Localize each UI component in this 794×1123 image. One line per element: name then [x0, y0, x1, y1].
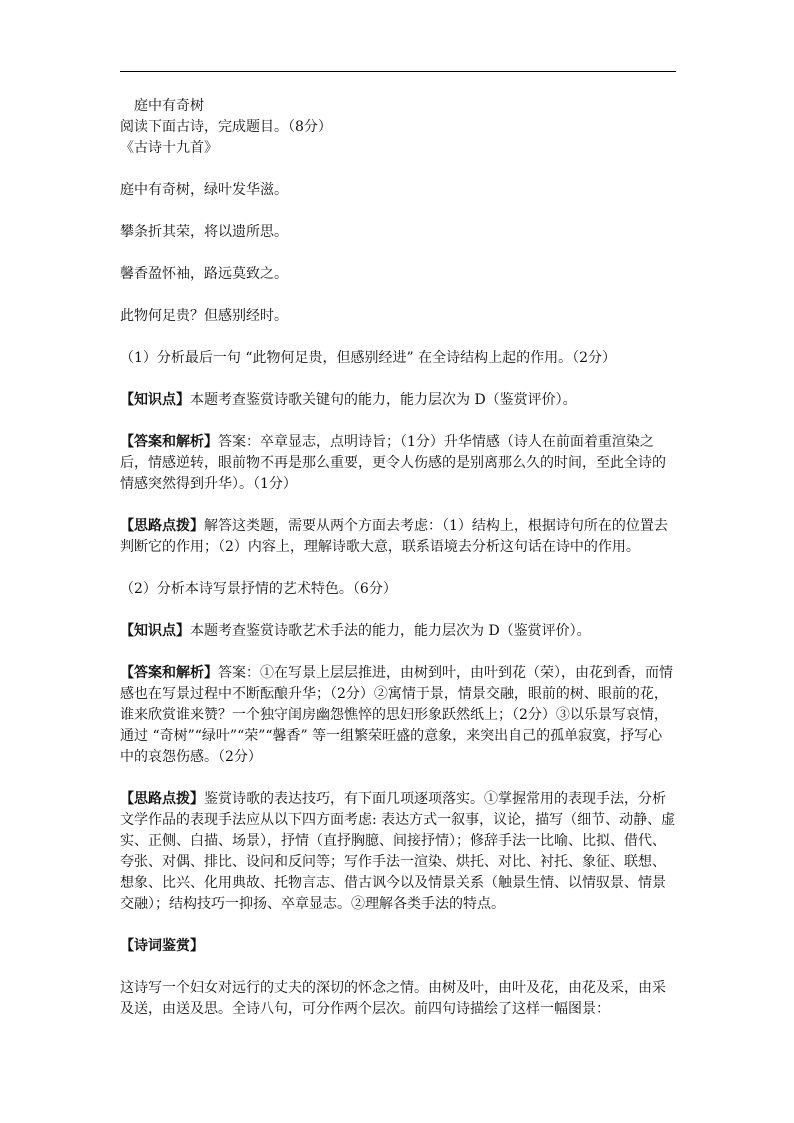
q2-knowledge-text: 本题考查鉴赏诗歌艺术手法的能力，能力层次为 D（鉴赏评价）。 — [190, 623, 591, 639]
q1-hint-tag: 【思路点拨】 — [120, 518, 204, 534]
q2-hint-tag: 【思路点拨】 — [120, 791, 204, 807]
question-2: （2）分析本诗写景抒情的艺术特色。（6分） — [120, 581, 397, 597]
page-title: 庭中有奇树 — [134, 98, 204, 114]
poem-line: 攀条折其荣，将以遗所思。 — [120, 224, 288, 240]
q1-knowledge-tag: 【知识点】 — [120, 392, 190, 408]
intro-text: 阅读下面古诗，完成题目。（8分） — [120, 119, 332, 135]
source-text: 《古诗十九首》 — [120, 140, 218, 156]
q1-knowledge-text: 本题考查鉴赏诗歌关键句的能力，能力层次为 D（鉴赏评价）。 — [190, 392, 577, 408]
appreciation-text: 这诗写一个妇女对远行的丈夫的深切的怀念之情。由树及叶，由叶及花，由花及采，由采及送，由送及思。全诗八句，可分作两个层次。前四句诗描绘了这样一幅图景： — [120, 980, 666, 1017]
q1-knowledge — [120, 390, 676, 411]
q2-knowledge-tag: 【知识点】 — [120, 623, 190, 639]
q1-hint — [120, 516, 676, 558]
question-1: （1）分析最后一句 “此物何足贵，但感别经进” 在全诗结构上起的作用。（2分） — [120, 350, 617, 366]
q2-hint — [120, 789, 676, 915]
q2-answer-tag: 【答案和解析】 — [120, 665, 218, 681]
q1-hint-text: 解答这类题，需要从两个方面去考虑：（1）结构上，根据诗句所在的位置去判断它的作用；（2）内容上，理解诗歌大意，联系语境去分析这句话在诗中的作用。 — [120, 518, 668, 555]
q2-answer — [120, 663, 676, 768]
poem-line: 馨香盈怀袖，路远莫致之。 — [120, 266, 288, 282]
q2-hint-text: 鉴赏诗歌的表达技巧，有下面几项逐项落实。①掌握常用的表现手法，分析文学作品的表现手法应从以下四方面考虑: 表达方式一叙事，议论，描写（细节、动静、虚实、正侧、白描、场景），抒情（直抒胸臆、间接抒情）；修辞手法一比喻、比拟、借代、夸张、对偶、排比、设问和反问等；写作手法一渲染、烘托、对比、衬托、象征、联想、想象、比兴、化用典故、托物言志、借古讽今以及情景关系（触景生情、以情驭景、情景交融）；结构技巧一抑扬、卒章显志。②理解各类手法的特点。 — [120, 791, 676, 912]
poem-line: 此物何足贵？但感别经时。 — [120, 308, 288, 324]
q2-answer-text: 答案：①在写景上层层推进，由树到叶，由叶到花（荣），由花到香，而情感也在写景过程中不断酝酿升华；（2分）②寓情于景，情景交融，眼前的树、眼前的花，谁来欣赏谁来赞？一个独守闺房幽怨憔悴的思妇形象跃然纸上；（2分）③以乐景写哀情，通过 “奇树”“绿叶”“荣”“馨香” 等一组繁荣旺盛的意象，来突出自己的孤单寂寞，抒写心中的哀怨伤感。（2分） — [120, 665, 673, 765]
header-rule — [120, 71, 676, 72]
q1-answer-tag: 【答案和解析】 — [120, 434, 218, 450]
appreciation-heading: 【诗词鉴赏】 — [120, 938, 204, 954]
poem-line: 庭中有奇树，绿叶发华滋。 — [120, 182, 288, 198]
q1-answer-text: 答案：卒章显志，点明诗旨；（1分）升华情感（诗人在前面着重渲染之后，情感逆转，眼前物不再是那么重要，更令人伤感的是别离那么久的时间，至此全诗的情感突然得到升华）。（1分） — [120, 434, 666, 492]
document-body — [120, 96, 676, 1020]
q1-answer — [120, 432, 676, 495]
q2-knowledge — [120, 621, 676, 642]
